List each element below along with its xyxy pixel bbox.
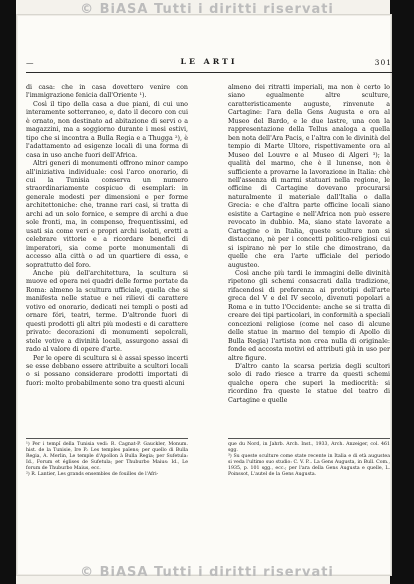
header-rule	[26, 72, 392, 73]
paragraph: Così anche più tardi le immagini delle divinità ripetono gli schemi consacrati dalla tradizione, rifacendosi di preferenza ai prototipi dell'arte greca del V e del IV secolo, divenuti popolari a Roma e in tutto l'Occidente: anche se si tratta di creare dei tipi particolari, in conformità a speciali concezioni religiose (come nel caso di alcune delle statue in marmo del tempio di Apollo di Bulla Regia) l'artista non crea nulla di originale: fonde ed accosta motivi ed attributi già in uso per altre figure.	[228, 269, 390, 362]
page-number: 301	[374, 58, 392, 67]
footnotes-right	[228, 442, 390, 479]
header-title: LE ARTI	[180, 57, 238, 66]
text-column-right	[228, 84, 390, 405]
watermark-bottom: © BiASA Tutti i diritti riservati	[80, 565, 334, 580]
running-header	[26, 58, 392, 70]
footnote: ²) R. Lantier, Les grands ensembles de fouilles de l'Afri-	[26, 472, 159, 478]
header-left-dash: —	[26, 58, 36, 67]
scan-left-border	[0, 0, 16, 584]
paragraph: Per le opere di scultura si è assai spesso incerti se esse debbano essere attribuite a scultori locali o si possano considerare prodotti importati di fuori: molto probabilmente sono tra questi alcuni	[26, 354, 188, 387]
footnote: que du Nord, in Jahrb. Arch. Inst., 1933, Arch. Anzeiger, col. 461 sgg.	[228, 442, 390, 454]
paragraph: Altri generi di monumenti offrono minor campo all'iniziativa individuale: così l'arco onorario, di cui la Tunisia conserva un numero straordinariamente cospicuo di esemplari: in generale modesti per dimensioni e per forme architettoniche: che, tranne rari casi, si tratta di archi ad un solo fornice, e sempre di archi a due sole fronti, ma, in compenso, frequentissimi, ed usati sia come veri e propri archi isolati, eretti a celebrare vittorie e a ricordare benefici di imperatori, sia come porte monumentali di accesso alla città o ad un quartiere di essa, e soprattutto del foro.	[26, 160, 188, 269]
paragraph: Così il tipo della casa a due piani, di cui uno interamente sotterraneo, e, dato il decoro con cui è ornato, non destinato ad abitazione di servi o a magazzini, ma a soggiorno durante i mesi estivi, tipo che si incontra a Bulla Regia e a Thugga ²), è l'adattamento ad esigenze locali di una forma di casa in uso anche fuori dell'Africa.	[26, 100, 188, 159]
paragraph: almeno dei ritratti imperiali, ma non è certo lo siano egualmente altre sculture, caratteristicamente auguste, rinvenute a Cartagine: l'ara della Gens Augusta e ora al Museo del Bardo, e le due lastre, una con la rappresentazione della Tellus analoga a quella ben nota dell'Ara Pacis, e l'altra con le divinità del tempio di Marte Ultore, rispettivamente ora al Museo del Louvre e al Museo di Algeri ³); la qualità del marmo, che è il lunense, non è sufficiente a provarne la lavorazione in Italia: chè nell'assenza di marmi statuari nella regione, le officine di Cartagine dovevano procurarsi naturalmente il materiale dall'Italia o dalla Grecia: e che d'altra parte officine locali siano esistite a Cartagine e nell'Africa non può essere revocato in dubbio. Ma, siano state lavorate a Cartagine o in Italia, queste sculture non si distaccano, nè per i concetti politico-religiosi cui si ispirano nè per lo stile che dimostrano, da quelle che era l'arte ufficiale del periodo augusteo.	[228, 84, 390, 269]
paragraph: Anche più dell'architettura, la scultura si muove ed opera nei quadri delle forme portate da Roma: almeno la scultura ufficiale, quella che si manifesta nelle statue e nei rilievi di carattere votivo ed onorario, dedicati nei templi o posti ad ornare fóri, teatri, terme. D'altronde fuori di questi prodotti gli altri più modesti e di carattere privato: decorazioni di monumenti sepolcrali, stele votive a divinità locali, assurgono assai di rado al valore di opere d'arte.	[26, 269, 188, 354]
footnote: ¹) Per i tempî della Tunisia vedi: R. Cagnat-P. Gauckler, Monum. hist. de la Tunisie, Ire P.: Les temples païens; per quello di Bulla Regia, A. Merlin, Le temple d'Apollon à Bulla Regia; per Sufetula: Id., Forum et églises de Sufetula; per Thuburbo Maius: Id., Le forum de Thuburbo Maius, ecc.	[26, 442, 188, 472]
paragraph: di casa: che in casa dovettero venire con l'immigrazione fenicia dall'Oriente ¹).	[26, 84, 188, 100]
scan-right-border	[390, 0, 414, 584]
text-column-left	[26, 84, 188, 388]
footnotes-left	[26, 442, 188, 479]
footnote-rule-right	[228, 438, 390, 439]
paragraph: D'altro canto la scarsa perizia degli scultori solo di rado riesce a trarre da questi schemi qualche opera che superi la mediocrità: si ricordino fra queste le statue del teatro di Cartagine e quelle	[228, 362, 390, 404]
watermark-top: © BiASA Tutti i diritti riservati	[80, 2, 334, 17]
footnote-rule-left	[26, 438, 188, 439]
footnote: ³) Su queste sculture come state recente in Italia e di età augustea si veda l'ultimo suo studio: C. V. P... La Gens Augusta, in Bull. Com., 1935, p. 101 sgg., ecc.; per l'ara della Gens Augusta e quelle, L. Poinssot, L'autel de la Gens Augusta.	[228, 454, 390, 478]
